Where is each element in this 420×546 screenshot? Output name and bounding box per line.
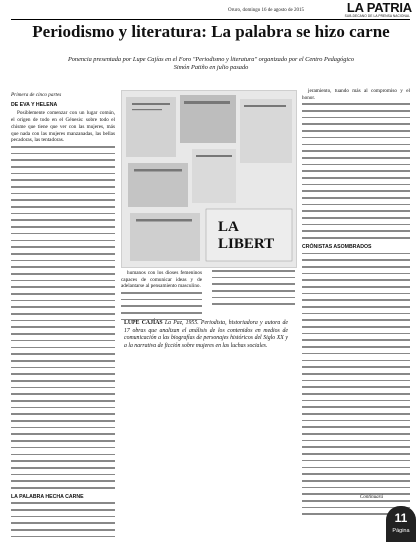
newspaper-collage-photo	[121, 90, 297, 268]
page-label: Página	[392, 528, 410, 534]
section-heading-3: CRÓNISTAS ASOMBRADOS	[302, 243, 372, 250]
body-text	[11, 146, 115, 489]
series-caption: Primera de cinco partes	[11, 92, 62, 98]
author-name: LUPE CAJÍAS	[124, 320, 163, 326]
article-dek: Ponencia presentada por Lupe Cajías en el Foro "Periodismo y literatura" organizado por el Centro Pedagógico Simón Patiño en julio pasado	[67, 56, 355, 71]
header-rule	[11, 19, 410, 20]
column-2	[121, 270, 202, 326]
brand-logo: LA PATRIA	[346, 0, 412, 15]
article-title: Periodismo y literatura: La palabra se hizo carne	[32, 22, 390, 41]
brand-subtitle: SUB-DECANO DE LA PRENSA NACIONAL	[344, 14, 410, 18]
column-3	[302, 88, 410, 520]
continue-note: Continuará	[360, 495, 384, 500]
issue-date: Oruro, domingo 16 de agosto de 2015	[228, 8, 304, 13]
lead-paragraph: Posiblemente comenzar con un lugar común, el origen de todo en el Génesis: sobre todo el chisme que tiene que ver con las mujeres, más que nada con las mujeres manzanadas, las bellas pecadoras, las tentadoras.	[11, 110, 115, 144]
author-bio-text: La Paz, 1955. Periodista, historiadora y autora de 17 obras que analizan el análisis de los contenidos en medios de comunicación a las biografías de personajes históricos del Siglo XX y a la narrativa de ficción sobre mujeres en las luchas sociales.	[124, 320, 288, 349]
section-heading-2: LA PALABRA HECHA CARNE	[11, 493, 84, 500]
page-number: 11	[394, 511, 408, 525]
author-bio	[124, 320, 288, 350]
photo-newspaper-title: LA LIBERT	[218, 219, 275, 252]
section-heading: DE EVA Y HELENA	[11, 101, 58, 108]
column-2-opening: humanos con los dioses femeninos capaces de comunicar ideas y de adelantarse al pensamiento masculino.	[121, 270, 202, 290]
body-text-2	[11, 502, 115, 537]
page-number-tab	[386, 506, 416, 542]
column-3-opening: jeramiento, tuando más al compromiso y el honor.	[302, 88, 410, 101]
column-2b	[212, 270, 295, 310]
column-1	[11, 88, 115, 543]
